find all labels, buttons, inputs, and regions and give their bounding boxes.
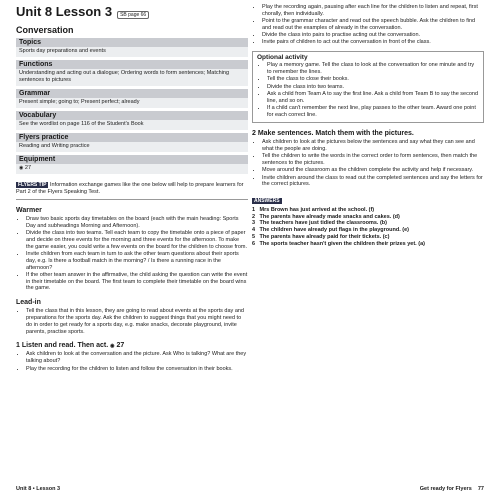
- equipment-track: 27: [24, 165, 32, 171]
- list-item: • If the other team answer in the affirmative, the child asking the question can write the event in their timetable on the board. The first team to complete their timetable on the board wins the game.: [26, 272, 248, 292]
- listen-heading-text: 1 Listen and read. Then act.: [16, 342, 109, 350]
- right-top-list: [252, 4, 484, 46]
- footer-unit-label: Unit 8 • Lesson 3: [16, 486, 61, 492]
- footer-right: [420, 486, 484, 492]
- list-item: • Play the recording for the children to listen and follow the conversation in their books.: [26, 366, 248, 373]
- panel-body: See the wordlist on page 116 of the Student's Book: [16, 120, 248, 130]
- list-item: • Ask children to look at the conversation and the picture. Ask Who is talking? What are they talking about?: [26, 351, 248, 365]
- answer-number: 6: [252, 240, 256, 247]
- answer-number: 1: [252, 206, 256, 213]
- lead-in-list: [16, 308, 248, 335]
- list-item: • Invite children from each team in turn to ask the other team questions about their sports day, e.g. Is there a football match in the morning? / Is there a running race in the afternoon?: [26, 251, 248, 271]
- make-sentences-list: [252, 139, 484, 188]
- list-item: • Draw two basic sports day timetables on the board (each with the main heading: Sports Day and subheadings Morning and Afternoon).: [26, 216, 248, 230]
- panel-body: Present simple; going to; Present perfect; already: [16, 98, 248, 108]
- panel-head: Equipment: [16, 155, 248, 164]
- listen-heading: [16, 342, 248, 349]
- title-row: [16, 4, 248, 19]
- page-footer: [16, 486, 484, 492]
- unit-title: Unit 8 Lesson 3: [16, 4, 113, 19]
- warmer-list: [16, 216, 248, 292]
- list-item: • Tell the class that in this lesson, they are going to read about events at the sports day and preparations for the sports day. Ask the children to suggest things that you might need to do in order to get ready for a sports day, e.g. make snacks, decorate playground, invite parents, practise sports.: [26, 308, 248, 335]
- make-sentences-heading: 2 Make sentences. Match them with the pictures.: [252, 130, 414, 138]
- answer-number: 3: [252, 220, 256, 227]
- right-column: [252, 4, 484, 248]
- answer-row: [252, 214, 484, 221]
- panel-head: Topics: [16, 38, 248, 47]
- panel-grammar: [16, 89, 248, 108]
- answer-number: 2: [252, 213, 256, 220]
- flyers-tip: [16, 182, 248, 200]
- lead-in-heading: Lead-in: [16, 299, 41, 307]
- optional-activity-heading: Optional activity: [257, 54, 308, 62]
- left-column: [16, 4, 248, 373]
- flyers-tip-label: FLYERS TIP: [18, 182, 47, 188]
- panel-body: Reading and Writing practice: [16, 142, 248, 152]
- optional-activity-list: [257, 62, 479, 118]
- answer-text: The parents have already paid for their tickets. (c): [259, 233, 390, 240]
- panel-vocabulary: [16, 111, 248, 130]
- footer-book-title: Get ready for Flyers: [419, 486, 472, 492]
- answer-row: [252, 241, 484, 248]
- panel-topics: [16, 38, 248, 57]
- list-item: • Ask a child from Team A to say the first line. Ask a child from Team B to say the second line, and so on.: [267, 91, 479, 105]
- listen-list: [16, 351, 248, 372]
- answer-text: The teachers have just tidied the classrooms. (b): [259, 220, 387, 227]
- panel-head: Grammar: [16, 89, 248, 98]
- panel-body: [16, 164, 248, 174]
- list-item: • Tell the children to write the words in the correct order to form sentences, then match the sentences to the pictures.: [262, 153, 484, 167]
- list-item: • Ask children to look at the pictures below the sentences and say what they can see and what the people are doing.: [262, 139, 484, 153]
- list-item: • Invite pairs of children to act out the conversation in front of the class.: [262, 39, 484, 46]
- panel-head: Functions: [16, 60, 248, 69]
- panel-body: Sports day preparations and events: [16, 47, 248, 57]
- panel-body: Understanding and acting out a dialogue; Ordering words to form sentences; Matching sentences to pictures: [16, 69, 248, 86]
- panel-equipment: [16, 155, 248, 174]
- answers-label: ANSWERS: [254, 197, 280, 204]
- warmer-heading: Warmer: [16, 207, 42, 214]
- conversation-heading: Conversation: [16, 25, 74, 35]
- page-number: 77: [477, 486, 484, 492]
- answer-text: Mrs Brown has just arrived at the school. (f): [259, 206, 375, 213]
- list-item: • Play a memory game. Tell the class to look at the conversation for one minute and try to remember the lines.: [267, 62, 479, 76]
- flyers-tip-text: Information exchange games like the one below will help to prepare learners for Part 2 of the Flyers Speaking Test.: [16, 182, 244, 195]
- panel-functions: [16, 60, 248, 86]
- answer-number: 5: [252, 233, 256, 240]
- panel-head: Vocabulary: [16, 111, 248, 120]
- cd-track-icon: ◉: [110, 343, 115, 350]
- list-item: • Play the recording again, pausing after each line for the children to listen and repeat, first chorally, then individually.: [262, 4, 484, 18]
- answer-row: [252, 207, 484, 214]
- panel-head: Flyers practice: [16, 133, 248, 142]
- answers-list: [252, 207, 484, 248]
- list-item: • Divide the class into two teams. Tell each team to copy the timetable onto a piece of paper and decide on three events for the morning and three events for the afternoon. To make the game easier, you could write a few events on the board for the children to choose from.: [26, 230, 248, 250]
- answer-row: [252, 234, 484, 241]
- answer-text: The parents have already made snacks and cakes. (d): [259, 213, 400, 220]
- list-item: • Invite children around the class to read out the completed sentences and say the letters for the correct pictures.: [262, 175, 484, 189]
- answer-text: The sports teacher hasn't given the children their prizes yet. (a): [259, 240, 425, 247]
- answer-row: [252, 220, 484, 227]
- listen-track: 27: [116, 342, 125, 350]
- list-item: • Divide the class into pairs to practise acting out the conversation.: [262, 32, 484, 39]
- list-item: • Move around the classroom as the children complete the activity and help if necessary.: [262, 167, 484, 174]
- list-item: • Divide the class into two teams.: [267, 84, 479, 91]
- list-item: • Point to the grammar character and read out the speech bubble. Ask the children to find and read out the examples of already in the conversation.: [262, 18, 484, 32]
- page-ref-badge: SB page 66: [117, 11, 149, 19]
- list-item: • If a child can't remember the next line, play passes to the other team. Award one point for each correct line.: [267, 105, 479, 119]
- list-item: • Tell the class to close their books.: [267, 76, 479, 83]
- answer-row: [252, 227, 484, 234]
- answer-number: 4: [252, 227, 256, 234]
- cd-track-icon: ◉: [19, 165, 24, 171]
- answer-text: The children have already put flags in the playground. (e): [259, 227, 409, 234]
- optional-activity-box: [252, 51, 484, 123]
- panel-flyers-practice: [16, 133, 248, 152]
